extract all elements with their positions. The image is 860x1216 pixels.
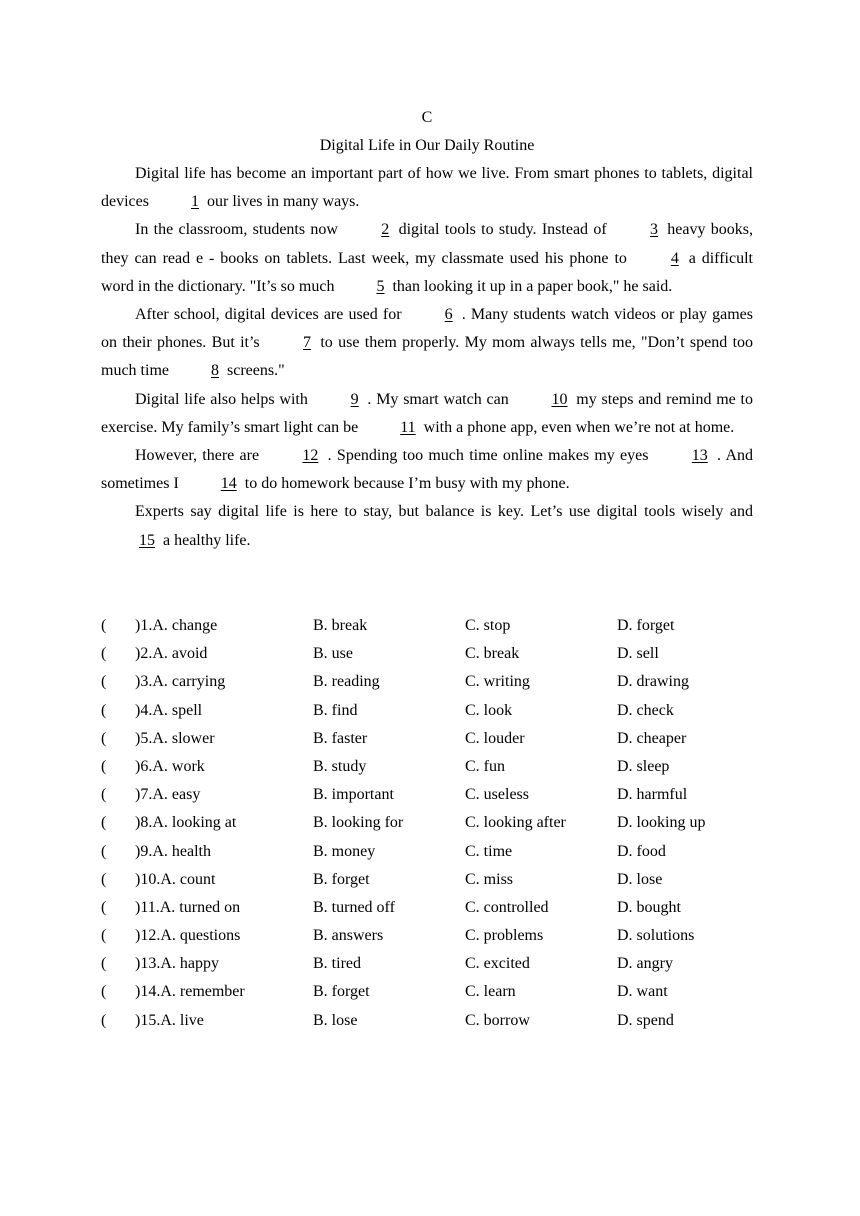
option-c: C. borrow [465, 1011, 530, 1029]
option-a: )12.A. questions [135, 927, 241, 945]
passage-paragraph [101, 442, 753, 498]
passage-text: screens." [222, 362, 285, 380]
passage-paragraph [101, 301, 753, 386]
passage-title: Digital Life in Our Daily Routine [319, 137, 535, 154]
answer-paren: ( [101, 870, 107, 888]
answer-paren: ( [101, 814, 107, 832]
option-d: D. spend [617, 1011, 674, 1029]
question-row [101, 894, 761, 922]
question-row [101, 922, 761, 950]
option-a: )5.A. slower [135, 729, 215, 747]
option-b: B. money [313, 842, 376, 860]
question-row [101, 725, 761, 753]
option-b: B. forget [313, 983, 370, 1001]
question-row [101, 866, 761, 894]
blank-number: 9 [350, 390, 359, 408]
blank-number: 13 [691, 447, 708, 465]
option-b: B. forget [313, 870, 370, 888]
passage-text: to do homework because I’m busy with my phone. [240, 475, 570, 493]
question-row [101, 950, 761, 978]
blank-number: 6 [444, 306, 453, 324]
passage-text: . Spending too much time online makes my eyes [322, 447, 654, 465]
option-a: )15.A. live [135, 1011, 204, 1029]
blank-number: 7 [303, 334, 311, 352]
option-d: D. harmful [617, 786, 688, 804]
options-list [101, 612, 761, 1035]
passage-paragraph [101, 160, 753, 216]
option-c: C. useless [465, 786, 529, 804]
option-a: )4.A. spell [135, 701, 203, 719]
option-b: B. lose [313, 1011, 358, 1029]
blank-number: 14 [220, 475, 237, 493]
option-b: B. study [313, 757, 367, 775]
passage-text: our lives in many ways. [202, 193, 360, 211]
option-b: B. find [313, 701, 358, 719]
option-b: B. answers [313, 927, 384, 945]
option-a: )13.A. happy [135, 955, 219, 973]
passage-text: In the classroom, students now [135, 221, 344, 239]
blank-number: 15 [139, 531, 155, 549]
passage-text: . My smart watch can [362, 390, 514, 408]
question-row [101, 781, 761, 809]
option-b: B. important [313, 786, 394, 804]
blank-number: 8 [210, 362, 219, 380]
passage-body [101, 160, 753, 555]
blank-number: 11 [400, 418, 416, 436]
answer-paren: ( [101, 955, 107, 973]
option-c: C. miss [465, 870, 514, 888]
passage-text: a difficult word in the dictionary. "It’s so much [101, 249, 753, 295]
passage-text: After school, digital devices are used for [135, 306, 407, 324]
passage-text: Experts say digital life is here to stay, but balance is key. Let’s use digital tools wisely and [135, 503, 753, 521]
answer-paren: ( [101, 786, 107, 804]
option-c: C. break [465, 645, 520, 663]
answer-paren: ( [101, 673, 107, 691]
passage-paragraph [101, 216, 753, 301]
option-b: B. looking for [313, 814, 404, 832]
option-b: B. turned off [313, 898, 395, 916]
passage-text: Digital life also helps with [135, 390, 313, 408]
option-a: )11.A. turned on [135, 898, 241, 916]
option-b: B. break [313, 617, 368, 634]
answer-paren: ( [101, 927, 107, 945]
option-c: C. learn [465, 983, 516, 1001]
option-d: D. bought [617, 898, 681, 916]
option-d: D. looking up [617, 814, 706, 832]
blank-number: 4 [670, 249, 679, 267]
option-b: B. tired [313, 955, 361, 973]
option-c: C. problems [465, 927, 544, 945]
blank-number: 1 [190, 193, 199, 211]
blank-number: 3 [649, 221, 658, 239]
option-c: C. time [465, 842, 513, 860]
option-c: C. writing [465, 673, 530, 691]
passage-text: my steps and remind me to exercise. My family’s smart light can be [101, 390, 754, 436]
option-d: D. cheaper [617, 729, 687, 747]
question-row [101, 668, 761, 696]
option-c: C. excited [465, 955, 530, 973]
option-d: D. check [617, 701, 674, 719]
passage-text: However, there are [135, 447, 265, 465]
section-letter: C [421, 109, 433, 126]
option-c: C. louder [465, 729, 525, 747]
question-row [101, 838, 761, 866]
passage-paragraph [101, 498, 753, 554]
answer-paren: ( [101, 983, 107, 1001]
option-d: D. forget [617, 617, 675, 634]
option-b: B. use [313, 645, 353, 663]
answer-paren: ( [101, 701, 107, 719]
blank-number: 5 [376, 277, 385, 295]
option-a: )2.A. avoid [135, 645, 208, 663]
option-d: D. sell [617, 645, 659, 663]
answer-paren: ( [101, 645, 107, 663]
option-a: )6.A. work [135, 757, 205, 775]
question-row [101, 978, 761, 1006]
option-a: )10.A. count [135, 870, 216, 888]
option-c: C. controlled [465, 898, 549, 916]
blank-number: 2 [381, 221, 390, 239]
passage-text: to use them properly. My mom always tells me, "Don’t spend too much time [101, 334, 754, 380]
answer-paren: ( [101, 1011, 107, 1029]
option-d: D. lose [617, 870, 663, 888]
option-d: D. want [617, 983, 668, 1001]
option-d: D. drawing [617, 673, 689, 691]
option-d: D. angry [617, 955, 673, 973]
passage-text: . Many students watch videos or play games on their phones. But it’s [101, 306, 754, 352]
answer-paren: ( [101, 729, 107, 747]
question-row [101, 809, 761, 837]
blank-number: 12 [302, 447, 319, 465]
answer-paren: ( [101, 842, 107, 860]
passage-text: with a phone app, even when we’re not at home. [419, 418, 735, 436]
question-row [101, 640, 761, 668]
option-a: )1.A. change [135, 617, 218, 634]
option-a: )14.A. remember [135, 983, 245, 1001]
passage-text: . And sometimes I [101, 447, 754, 493]
option-a: )8.A. looking at [135, 814, 237, 832]
passage-text: heavy books, they can read e - books on tablets. Last week, my classmate used his phone to [101, 221, 754, 267]
question-row [101, 612, 761, 640]
option-c: C. fun [465, 757, 505, 775]
option-a: )3.A. carrying [135, 673, 226, 691]
passage-paragraph [101, 386, 753, 442]
option-c: C. stop [465, 617, 511, 634]
option-c: C. looking after [465, 814, 566, 832]
option-d: D. sleep [617, 757, 670, 775]
question-row [101, 753, 761, 781]
blank-number: 10 [551, 390, 568, 408]
option-b: B. faster [313, 729, 368, 747]
answer-paren: ( [101, 757, 107, 775]
passage-text: a healthy life. [159, 531, 251, 549]
passage-text: Digital life has become an important part of how we live. From smart phones to tablets, digital devices [101, 165, 753, 211]
passage-section [101, 104, 753, 555]
option-d: D. food [617, 842, 666, 860]
option-d: D. solutions [617, 927, 695, 945]
option-a: )7.A. easy [135, 786, 201, 804]
option-b: B. reading [313, 673, 380, 691]
question-row [101, 697, 761, 725]
answer-paren: ( [101, 898, 107, 916]
option-c: C. look [465, 701, 513, 719]
question-row [101, 1007, 761, 1035]
passage-text: than looking it up in a paper book," he said. [388, 277, 673, 295]
option-a: )9.A. health [135, 842, 211, 860]
answer-paren: ( [101, 617, 107, 634]
passage-text: digital tools to study. Instead of [393, 221, 612, 239]
